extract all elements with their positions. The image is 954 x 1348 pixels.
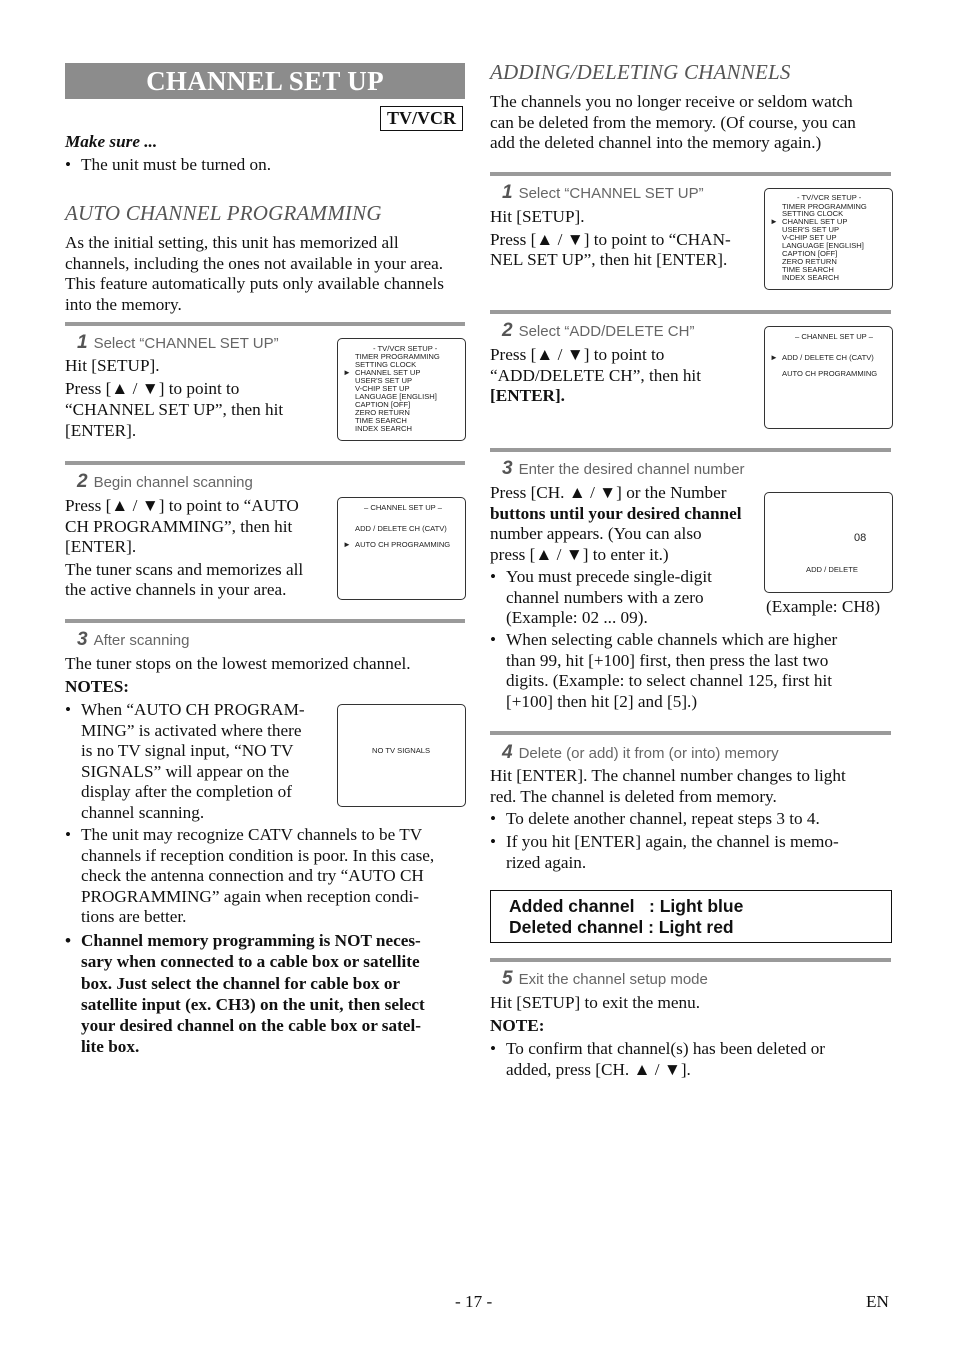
deleted-channel-label: Deleted channel : Light red — [509, 917, 734, 937]
step-1-heading: 1 Select “CHANNEL SET UP” — [77, 332, 279, 353]
cursor-icon: ► — [343, 368, 351, 377]
step-2-text: Press [▲ / ▼] to point to “ADD/DELETE CH”, then hit [ENTER]. — [490, 345, 701, 406]
no-signal-screen: NO TV SIGNALS — [337, 704, 466, 807]
step-3-text: The tuner stops on the lowest memorized channel. — [65, 654, 411, 673]
cursor-icon: ► — [770, 353, 778, 362]
setup-menu-screen: - TV/VCR SETUP - TIMER PROGRAMMING SETTING CLOCK ► CHANNEL SET UP USER'S SET UP V-CHIP SET UP LANGUAGE [ENGLISH] CAPTION [OFF] ZERO RETURN TIME SEARCH INDEX SEARCH — [337, 338, 466, 441]
step-divider — [490, 448, 891, 452]
step-divider — [490, 958, 891, 962]
step-4-bullet-repeat: • To delete another channel, repeat steps 3 to 4. — [490, 809, 892, 830]
channel-number-screen: 08 ADD / DELETE — [764, 492, 893, 593]
step-3-heading: 3 Enter the desired channel number — [502, 458, 745, 479]
note-cable-box: • Channel memory programming is NOT neces- sary when connected to a cable box or satellite box. Just select the channel for cable box or satellite input (ex. CH3) on the unit, then select your desired channel on the cable box or satel- lite box. — [65, 930, 467, 1058]
language-code: EN — [866, 1292, 889, 1311]
section-heading-auto-channel: AUTO CHANNEL PROGRAMMING — [65, 201, 382, 225]
section-heading-adding-deleting: ADDING/DELETING CHANNELS — [490, 60, 791, 84]
step-2-heading: 2 Begin channel scanning — [77, 471, 253, 492]
step-3-bullet-cable: • When selecting cable channels which are higher than 99, hit [+100] first, then press the last two digits. (Example: to select channel 125, first hit [+100] then hit [2] and [5].) — [490, 630, 892, 712]
step-divider — [490, 731, 891, 735]
step-5-note: • To confirm that channel(s) has been deleted or added, press [CH. ▲ / ▼]. — [490, 1039, 892, 1080]
make-sure-item: • The unit must be turned on. — [65, 155, 465, 176]
step-4-text: Hit [ENTER]. The channel number changes to light red. The channel is deleted from memory. — [490, 766, 846, 806]
step-4-heading: 4 Delete (or add) it from (or into) memory — [502, 742, 779, 763]
make-sure-label: Make sure ... — [65, 132, 158, 151]
page-number: - 17 - — [455, 1292, 493, 1311]
step-4-bullet-memorize: • If you hit [ENTER] again, the channel is memo- rized again. — [490, 832, 892, 873]
note-label: NOTE: — [490, 1016, 545, 1035]
cursor-icon: ► — [343, 540, 351, 549]
step-2-text: Press [▲ / ▼] to point to “AUTO CH PROGRAMMING”, then hit [ENTER]. The tuner scans and memorizes all the active channels in your area. — [65, 496, 304, 600]
adding-intro-text: The channels you no longer receive or seldom watch can be deleted from the memory. (Of course, you can add the deleted channel into the memory again.) — [490, 92, 856, 153]
note-no-signal: • When “AUTO CH PROGRAM- MING” is activated where there is no TV signal input, “NO TV SIGNALS” will appear on the display after the completion of channel scanning. — [65, 700, 335, 824]
step-divider — [65, 461, 465, 465]
step-divider — [490, 172, 891, 176]
step-divider — [490, 310, 891, 314]
note-catv: • The unit may recognize CATV channels to be TV channels if reception condition is poor. In this case, check the antenna connection and try “AUTO CH PROGRAMMING” again when reception condi- tions are better. — [65, 825, 467, 928]
example-caption: (Example: CH8) — [766, 597, 881, 616]
setup-menu-screen: - TV/VCR SETUP - TIMER PROGRAMMING SETTING CLOCK ► CHANNEL SET UP USER'S SET UP V-CHIP SET UP LANGUAGE [ENGLISH] CAPTION [OFF] ZERO RETURN TIME SEARCH INDEX SEARCH — [764, 188, 893, 290]
page-title: CHANNEL SET UP — [65, 63, 465, 99]
step-5-heading: 5 Exit the channel setup mode — [502, 968, 708, 989]
channel-setup-screen: – CHANNEL SET UP – ► ADD / DELETE CH (CATV) AUTO CH PROGRAMMING — [764, 326, 893, 429]
cursor-icon: ► — [770, 217, 778, 226]
step-1-text: Hit [SETUP]. Press [▲ / ▼] to point to “CHANNEL SET UP”, then hit [ENTER]. — [65, 356, 284, 440]
channel-number-display: 08 — [854, 532, 867, 544]
step-5-text: Hit [SETUP] to exit the menu. — [490, 993, 701, 1012]
step-3-text: Press [CH. ▲ / ▼] or the Number buttons until your desired channel number appears. (You can also press [▲ / ▼] to enter it.) — [490, 483, 742, 564]
channel-setup-screen: – CHANNEL SET UP – ADD / DELETE CH (CATV) ► AUTO CH PROGRAMMING — [337, 497, 466, 600]
step-divider — [65, 322, 465, 326]
step-3-bullet-single-digit: • You must precede single-digit channel numbers with a zero (Example: 02 ... 09). — [490, 567, 760, 629]
channel-color-legend — [490, 890, 892, 943]
step-2-heading: 2 Select “ADD/DELETE CH” — [502, 320, 695, 341]
notes-label: NOTES: — [65, 677, 129, 696]
step-1-heading: 1 Select “CHANNEL SET UP” — [502, 182, 704, 203]
tv-vcr-badge: TV/VCR — [380, 106, 463, 131]
step-3-heading: 3 After scanning — [77, 629, 190, 650]
step-1-text: Hit [SETUP]. Press [▲ / ▼] to point to “CHAN- NEL SET UP”, then hit [ENTER]. — [490, 207, 731, 270]
auto-intro-text: As the initial setting, this unit has memorized all channels, including the ones not available in your area. This feature automatically puts only available channels into the memory. — [65, 233, 444, 314]
added-channel-label: Added channel : Light blue — [509, 896, 744, 916]
step-divider — [65, 619, 465, 623]
